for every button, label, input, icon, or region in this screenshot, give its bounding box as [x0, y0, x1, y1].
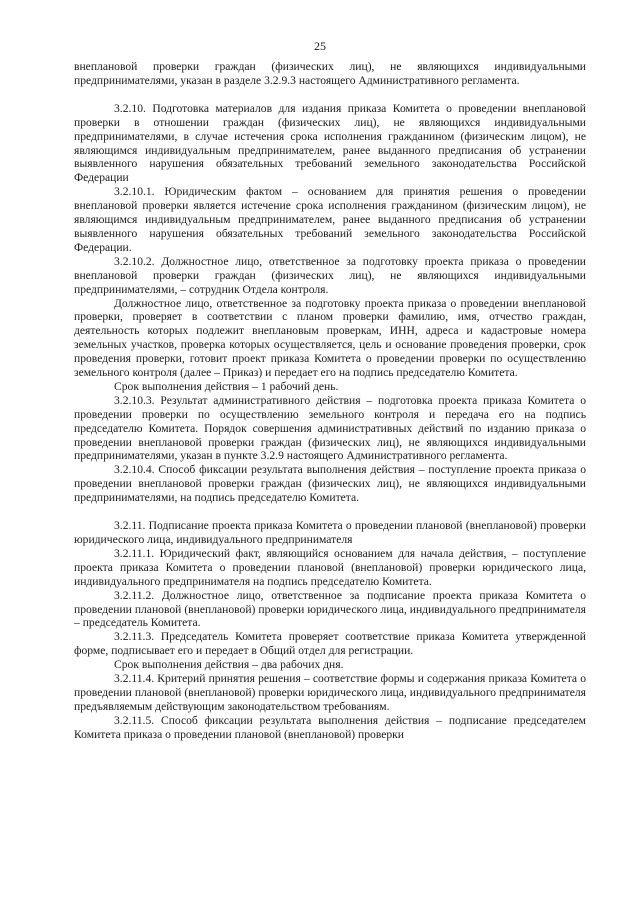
paragraph: 3.2.10. Подготовка материалов для издания приказа Комитета о проведении внеплановой проверки в отношении граждан (физических лиц), не являющихся индивидуальными предпринимателями, в случае истечения срока исполнения гражданином (физическим лицом), не являющимся индивидуальным предпринимателем, ранее выданного предписания об устранении выявленного нарушения обязательных требований земельного законодательства Российской Федерации	[74, 101, 586, 185]
paragraph: 3.2.11.5. Способ фиксации результата выполнения действия – подписание председателем Комитета приказа о проведении плановой (внеплановой) проверки	[74, 713, 586, 741]
paragraph: 3.2.10.2. Должностное лицо, ответственное за подготовку проекта приказа о проведении внеплановой проверки граждан (физических лиц), не являющихся индивидуальными предпринимателями, – сотрудник Отдела контроля.	[74, 254, 586, 296]
paragraph: 3.2.11.4. Критерий принятия решения – соответствие формы и содержания приказа Комитета о проведении плановой (внеплановой) проверки юридического лица, индивидуального предпринимателя предъявляемым действующим законодательством требованиям.	[74, 672, 586, 713]
paragraph: 3.2.11. Подписание проекта приказа Комитета о проведении плановой (внеплановой) проверки юридического лица, индивидуального предпринимателя	[74, 519, 586, 546]
paragraph: 3.2.10.3. Результат административного действия – подготовка проекта приказа Комитета о проведении проверки по осуществлению земельного контроля и передача его на подпись председателю Комитета. Порядок совершения административных действий по изданию приказа о проведении внеплановой проверки граждан (физических лиц), не являющихся индивидуальными предпринимателями, указан в пункте 3.2.9 настоящего Административного регламента.	[74, 393, 586, 463]
paragraph: внеплановой проверки граждан (физических лиц), не являющихся индивидуальными предпринимателями, указан в разделе 3.2.9.3 настоящего Административного регламента.	[74, 60, 586, 87]
paragraph: Должностное лицо, ответственное за подготовку проекта приказа о проведении внеплановой проверки, проверяет в соответствии с планом проверки фамилию, имя, отчество граждан, деятельность которых подлежит внеплановым проверкам, ИНН, адреса и кадастровые номера земельных участков, проверка которых осуществляется, цель и основание проведения проверки, срок проведения проверки, готовит проект приказа Комитета о проведении проверки по осуществлению земельного контроля (далее – Приказ) и передает его на подпись председателю Комитета.	[74, 296, 586, 380]
paragraph: 3.2.11.1. Юридический факт, являющийся основанием для начала действия, – поступление проекта приказа Комитета о проведении плановой (внеплановой) проверки юридического лица, индивидуального предпринимателя на подпись председателю Комитета.	[74, 546, 586, 588]
paragraph-gap	[74, 88, 586, 102]
paragraph: 3.2.11.2. Должностное лицо, ответственное за подписание проекта приказа Комитета о проведении плановой (внеплановой) проверки юридического лица, индивидуального предпринимателя – председатель Комитета.	[74, 588, 586, 630]
document-body	[74, 60, 586, 742]
paragraph: Срок выполнения действия – 1 рабочий день.	[114, 379, 339, 393]
paragraph-gap	[74, 505, 586, 519]
paragraph: Срок выполнения действия – два рабочих дня.	[114, 658, 344, 672]
paragraph: 3.2.10.4. Способ фиксации результата выполнения действия – поступление проекта приказа о проведении внеплановой проверки граждан (физических лиц), не являющихся индивидуальными предпринимателями, на подпись председателю Комитета.	[74, 463, 586, 505]
paragraph: 3.2.10.1. Юридическим фактом – основанием для принятия решения о проведении внеплановой проверки является истечение срока исполнения гражданином (физическим лицом), не являющимся индивидуальным предпринимателем, ранее выданного предписания об устранении выявленного нарушения обязательных требований земельного законодательства Российской Федерации.	[74, 185, 586, 254]
page-number: 25	[314, 39, 326, 53]
paragraph: 3.2.11.3. Председатель Комитета проверяет соответствие приказа Комитета утвержденной форме, подписывает его и передает в Общий отдел для регистрации.	[74, 630, 586, 658]
